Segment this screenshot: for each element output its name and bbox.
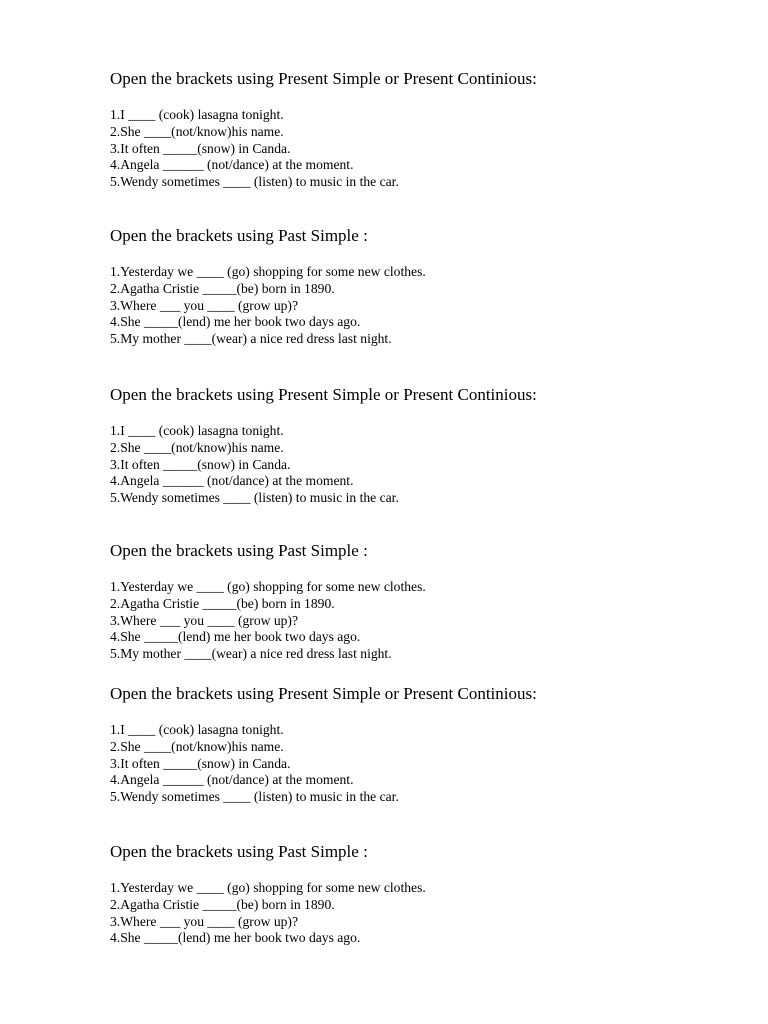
exercise-item: 5.My mother ____(wear) a nice red dress last night. — [110, 646, 392, 662]
exercise-item: 4.Angela ______ (not/dance) at the moment. — [110, 772, 354, 788]
exercise-item: 3.It often _____(snow) in Canda. — [110, 456, 291, 472]
exercise-item: 2.Agatha Cristie _____(be) born in 1890. — [110, 280, 335, 296]
exercise-list — [110, 579, 426, 663]
exercise-item: 1.I ____ (cook) lasagna tonight. — [110, 722, 284, 737]
exercise-heading: Open the brackets using Present Simple or Present Continious: — [110, 385, 537, 404]
exercise-item: 5.My mother ____(wear) a nice red dress last night. — [110, 331, 392, 347]
exercise-heading: Open the brackets using Past Simple : — [110, 226, 368, 245]
exercise-item: 3.It often _____(snow) in Canda. — [110, 755, 291, 771]
exercise-section-present — [110, 385, 537, 506]
exercise-item: 2.Agatha Cristie _____(be) born in 1890. — [110, 595, 335, 611]
exercise-section-past — [110, 226, 426, 347]
exercise-item: 2.She ____(not/know)his name. — [110, 738, 284, 754]
exercise-item: 2.She ____(not/know)his name. — [110, 439, 284, 455]
exercise-item: 5.Wendy sometimes ____ (listen) to music in the car. — [110, 174, 399, 190]
exercise-item: 2.She ____(not/know)his name. — [110, 123, 284, 139]
exercise-item: 2.Agatha Cristie _____(be) born in 1890. — [110, 896, 335, 912]
exercise-item: 5.Wendy sometimes ____ (listen) to music in the car. — [110, 490, 399, 506]
exercise-item: 1.Yesterday we ____ (go) shopping for some new clothes. — [110, 880, 426, 895]
exercise-item: 3.It often _____(snow) in Canda. — [110, 140, 291, 156]
exercise-item: 4.She _____(lend) me her book two days ago. — [110, 930, 361, 946]
exercise-heading: Open the brackets using Present Simple or Present Continious: — [110, 69, 537, 88]
exercise-section-past — [110, 541, 426, 662]
exercise-item: 5.Wendy sometimes ____ (listen) to music in the car. — [110, 789, 399, 805]
exercise-item: 4.She _____(lend) me her book two days ago. — [110, 314, 361, 330]
exercise-list — [110, 264, 426, 348]
exercise-item: 1.Yesterday we ____ (go) shopping for some new clothes. — [110, 264, 426, 279]
exercise-heading: Open the brackets using Present Simple or Present Continious: — [110, 684, 537, 703]
exercise-section-present — [110, 69, 537, 190]
exercise-list — [110, 107, 399, 191]
exercise-list — [110, 880, 426, 947]
exercise-section-past — [110, 842, 426, 946]
exercise-item: 1.Yesterday we ____ (go) shopping for some new clothes. — [110, 579, 426, 594]
exercise-item: 1.I ____ (cook) lasagna tonight. — [110, 107, 284, 122]
exercise-section-present — [110, 684, 537, 805]
exercise-item: 4.Angela ______ (not/dance) at the moment. — [110, 473, 354, 489]
exercise-item: 3.Where ___ you ____ (grow up)? — [110, 612, 298, 628]
exercise-item: 4.Angela ______ (not/dance) at the moment. — [110, 157, 354, 173]
exercise-heading: Open the brackets using Past Simple : — [110, 541, 368, 560]
exercise-item: 4.She _____(lend) me her book two days ago. — [110, 629, 361, 645]
exercise-list — [110, 722, 399, 806]
exercise-item: 3.Where ___ you ____ (grow up)? — [110, 913, 298, 929]
exercise-item: 3.Where ___ you ____ (grow up)? — [110, 297, 298, 313]
exercise-heading: Open the brackets using Past Simple : — [110, 842, 368, 861]
exercise-list — [110, 423, 399, 507]
exercise-item: 1.I ____ (cook) lasagna tonight. — [110, 423, 284, 438]
